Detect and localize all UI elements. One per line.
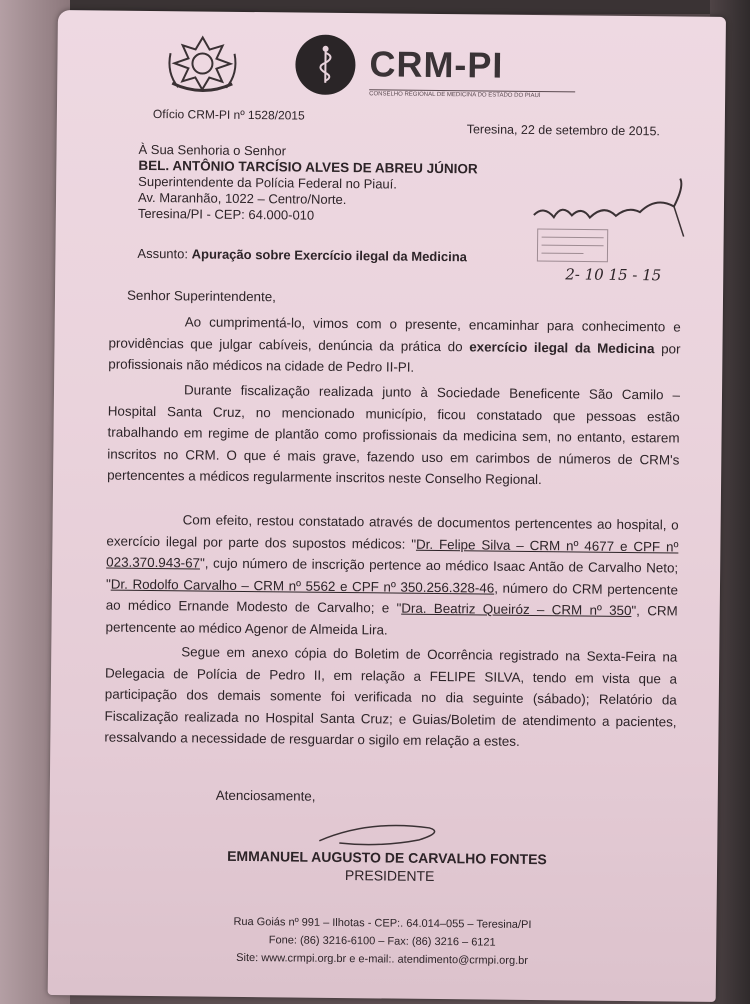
stamp-date: 2- 10 15 - 15	[565, 265, 662, 285]
receipt-stamp-icon	[523, 175, 704, 297]
greeting: Senhor Superintendente,	[126, 287, 276, 305]
crm-logo-icon	[295, 34, 356, 95]
letter-date: Teresina, 22 de setembro de 2015.	[466, 122, 661, 139]
paragraph-1	[108, 311, 681, 381]
p1-text-c: por profissionais não médicos na cidade de Pedro II-PI.	[108, 340, 681, 375]
brazil-coat-of-arms-icon	[162, 33, 243, 96]
letter-page	[48, 10, 726, 1002]
p4-text: Segue em anexo cópia do Boletim de Ocorrência registrado na Sexta-Feira na Delegacia de Polícia de Pedro II, em relação a FELIPE SILVA, tendo em vista que a participação dos demais somente foi verificada no dia seguinte (sábado); Relatório da Fiscalização realizada no Hospital Santa Cruz; e Guias/Boletim de atendimento a pacientes, ressalvando a necessidade de resguardar o sigilo em relação a estes.	[104, 644, 678, 749]
p3-suspect-3: Dra. Beatriz Queiróz – CRM nº 350	[401, 600, 632, 619]
subject-label: Assunto:	[137, 245, 189, 262]
subject-line	[137, 246, 467, 264]
closing: Atenciosamente,	[215, 787, 316, 804]
letterhead-brand: CRM-PI	[369, 43, 504, 86]
signer-title: PRESIDENTE	[344, 867, 435, 884]
recipient-name: BEL. ANTÔNIO TARCÍSIO ALVES DE ABREU JÚNIOR	[138, 157, 478, 177]
footer-phone: Fone: (86) 3216-6100 – Fax: (86) 3216 – 6121	[268, 934, 496, 949]
recipient-role: Superintendente da Polícia Federal no Piauí.	[138, 173, 398, 192]
paragraph-4	[104, 641, 677, 754]
recipient-address: Av. Maranhão, 1022 – Centro/Norte.	[137, 189, 347, 208]
paragraph-2	[107, 379, 680, 492]
p3-suspect-1: Dr. Felipe Silva – CRM nº 4677 e CPF nº 023.370.943-67	[106, 536, 679, 571]
reference-number: Ofício CRM-PI nº 1528/2015	[152, 107, 305, 123]
recipient-salutation: À Sua Senhoria o Senhor	[138, 141, 287, 159]
paragraph-3	[105, 509, 678, 644]
letterhead-subtitle: CONSELHO REGIONAL DE MEDICINA DO ESTADO DO PIAUÍ	[369, 89, 575, 99]
p3-text-b: ", cujo número de inscrição pertence ao médico Isaac Antão de Carvalho Neto; "	[105, 555, 679, 592]
p3-text-e: ", CRM pertencente ao médico Agenor de Almeida Lira.	[105, 603, 678, 637]
footer-address: Rua Goiás nº 991 – Ilhotas - CEP:. 64.014–055 – Teresina/PI	[233, 915, 532, 932]
footer-contact: Site: www.crmpi.org.br e e-mail:. atendimento@crmpi.org.br	[236, 951, 529, 967]
subject-text: Apuração sobre Exercício ilegal da Medicina	[191, 246, 468, 265]
p3-suspect-2: Dr. Rodolfo Carvalho – CRM nº 5562 e CPF nº 350.256.328-46	[110, 576, 495, 596]
p2-text: Durante fiscalização realizada junto à Sociedade Beneficente São Camilo – Hospital Santa Cruz, no mencionado município, ficou constatado que pessoas estão trabalhando em regime de plantão como profissionais da medicina sem, no entanto, estarem inscritos no CRM. O que é mais grave, fazendo uso em carimbos de números de CRM's pertencentes a médicos regularmente inscritos neste Conselho Regional.	[107, 382, 681, 488]
p3-text-c: , número do CRM pertencente ao médico Ernande Modesto de Carvalho; e "	[105, 580, 679, 616]
p3-text-a: Com efeito, restou constatado através de documentos pertencentes ao hospital, o exercício ilegal por parte dos supostos médicos: "	[106, 512, 679, 552]
signer-name: EMMANUEL AUGUSTO DE CARVALHO FONTES	[227, 847, 547, 868]
p1-text-bold: exercício ilegal da Medicina	[469, 338, 655, 356]
recipient-city: Teresina/PI - CEP: 64.000-010	[137, 205, 315, 223]
p1-text-a: Ao cumprimentá-lo, vimos com o presente, encaminhar para conhecimento e providências que julgar cabíveis, denúncia da prática do	[108, 314, 681, 354]
